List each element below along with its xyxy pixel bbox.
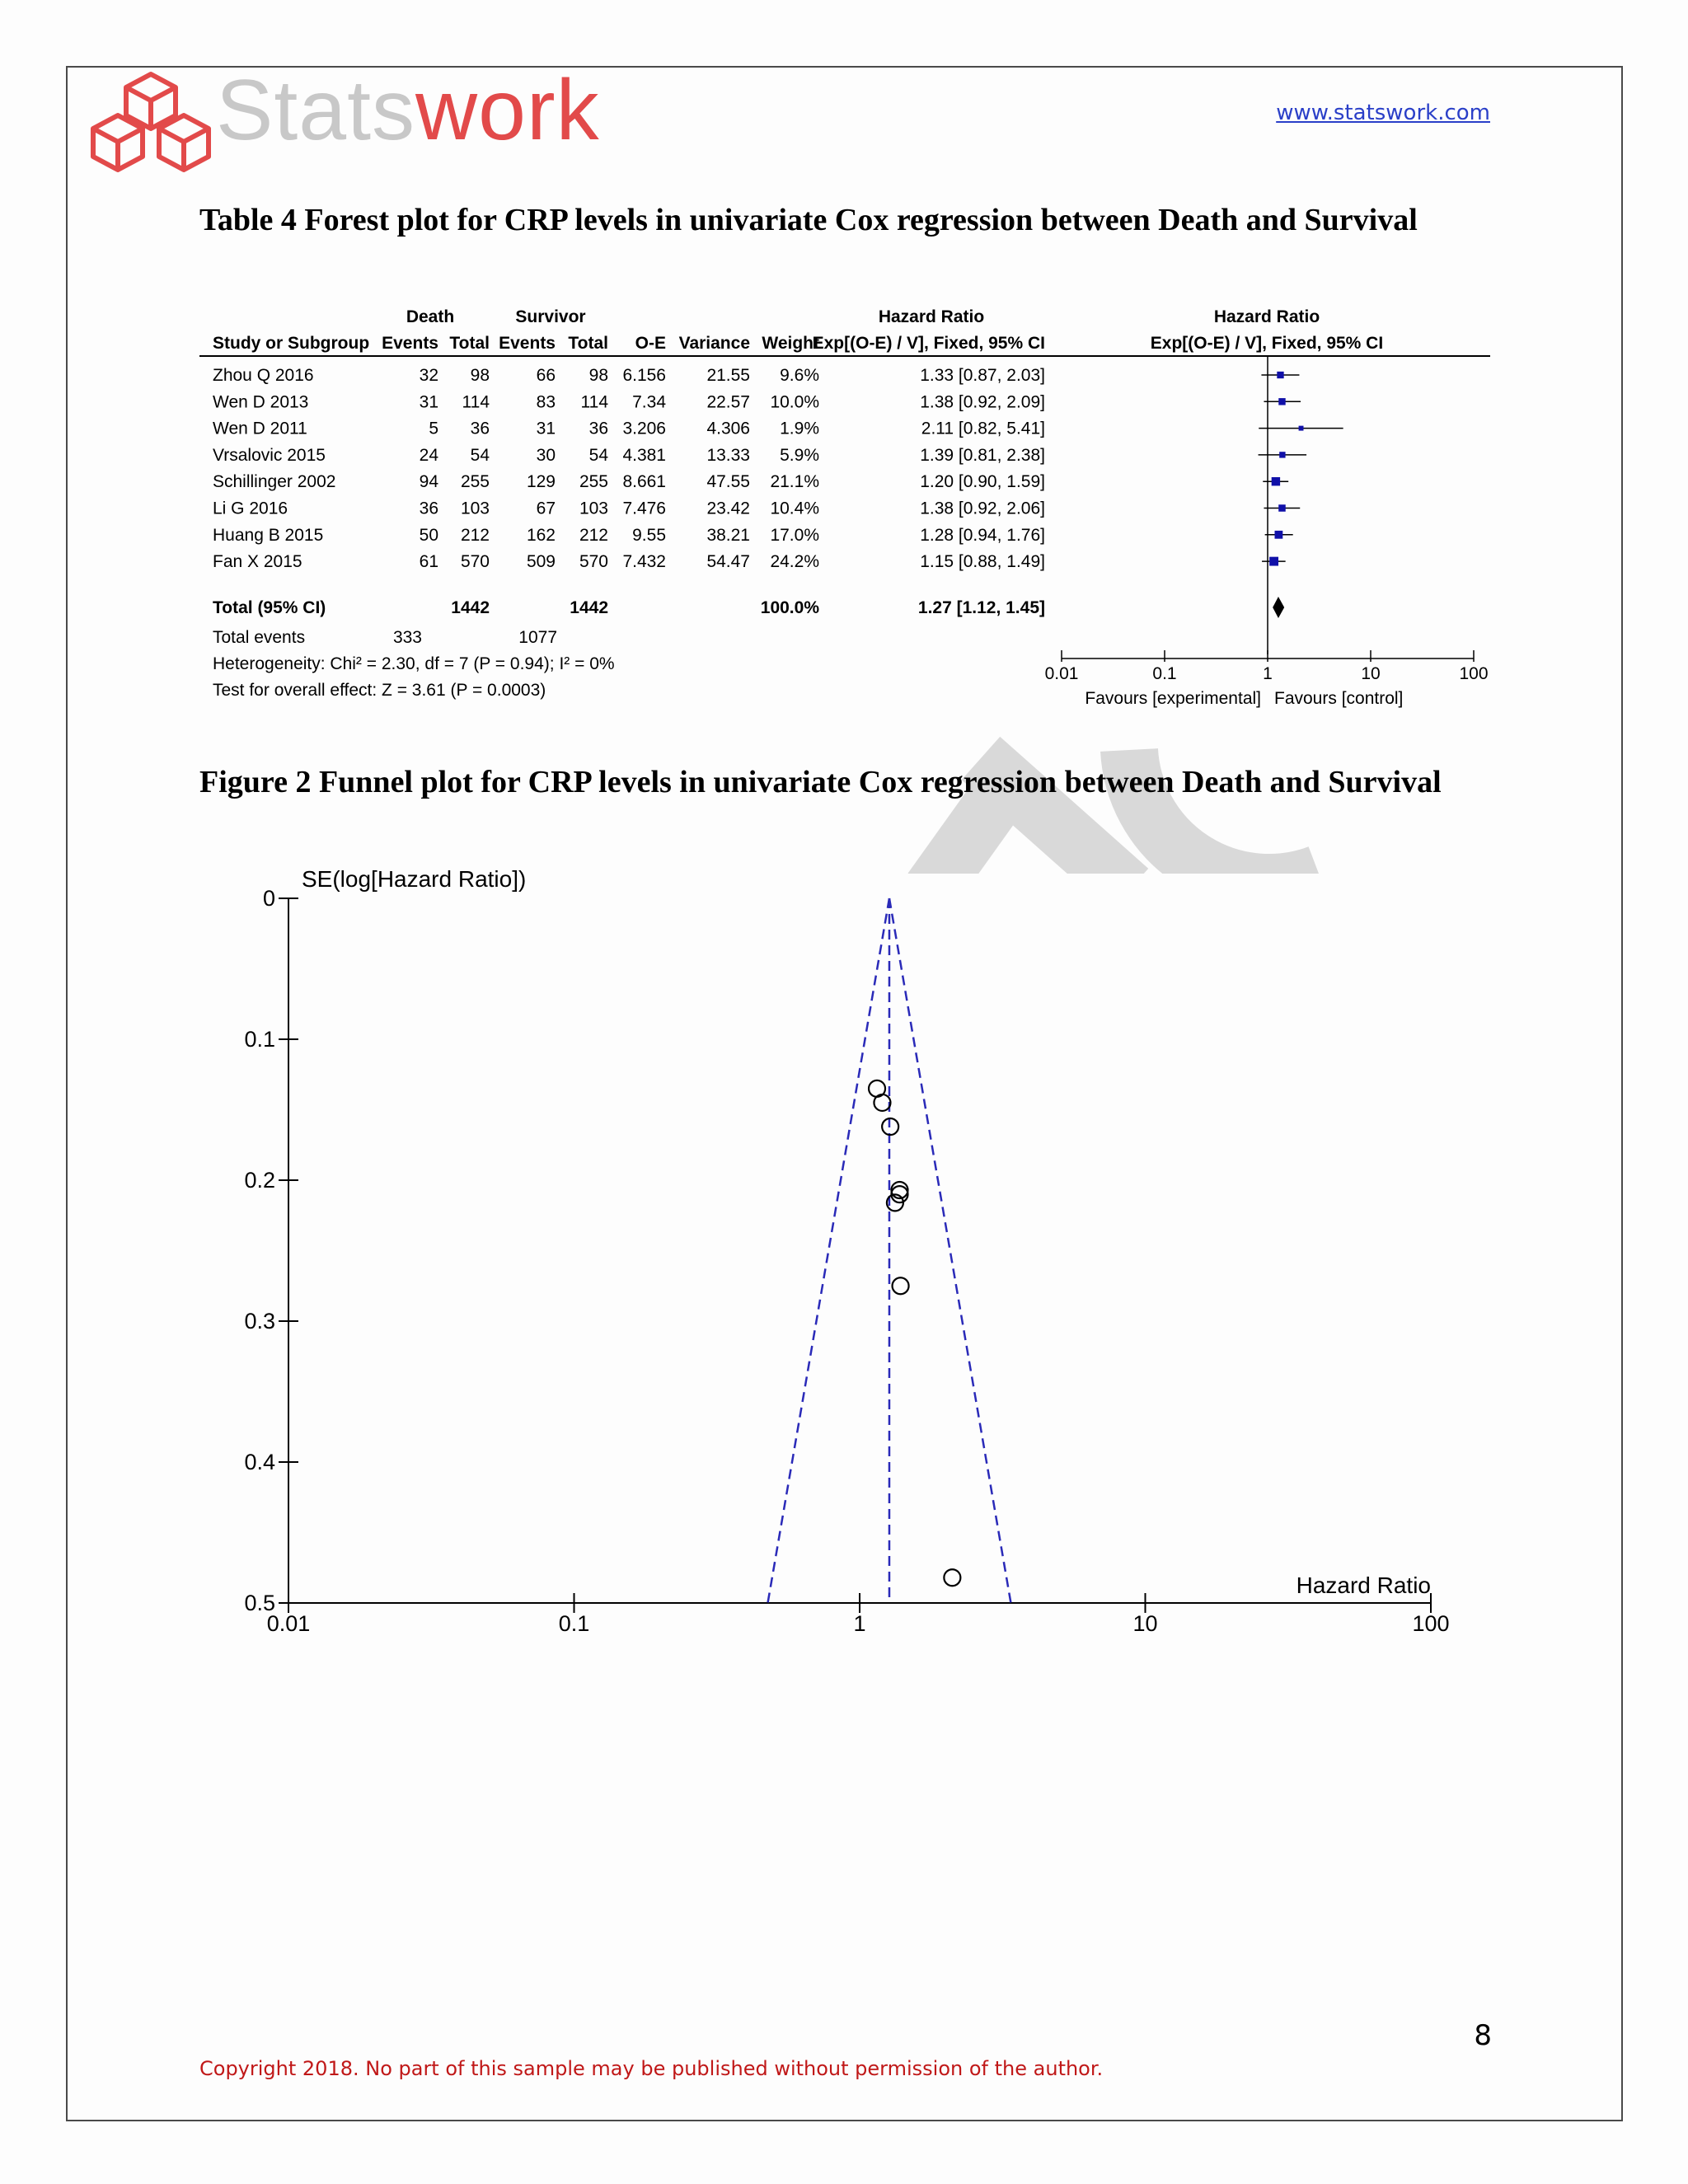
hr-plot-group-header: Hazard Ratio (1213, 307, 1320, 326)
study-name: Li G 2016 (213, 499, 288, 518)
study-weight-square (1277, 372, 1283, 378)
survivor-events-cell: 66 (536, 366, 556, 385)
table-caption: Table 4 Forest plot for CRP levels in univariate Cox regression between Death and Survival (199, 203, 1418, 237)
hr-ci-cell: 1.20 [0.90, 1.59] (920, 472, 1045, 492)
copyright-notice: Copyright 2018. No part of this sample may be published without permission of the author. (199, 2057, 1104, 2080)
column-header-death-total: Total (449, 334, 490, 353)
survivor-total-cell: 570 (579, 552, 608, 572)
study-weight-square (1278, 504, 1286, 512)
study-point (893, 1277, 909, 1294)
logo-wordmark (216, 63, 600, 158)
oe-cell: 4.381 (622, 445, 666, 465)
study-weight-square (1299, 426, 1304, 431)
heterogeneity-text: Heterogeneity: Chi² = 2.30, df = 7 (P = 0.94); I² = 0% (213, 654, 615, 673)
study-weight-square (1275, 531, 1283, 539)
survivor-total-cell: 98 (588, 366, 608, 385)
weight-cell: 1.9% (780, 419, 819, 438)
oe-cell: 8.661 (622, 472, 666, 492)
funnel-y-tick-label: 0.4 (244, 1450, 275, 1474)
study-weight-square (1272, 477, 1280, 485)
study-point (944, 1569, 960, 1586)
study-weight-square (1279, 452, 1285, 457)
forest-plot (199, 300, 1490, 720)
logo-text-work: work (415, 63, 600, 158)
survivor-group-header: Survivor (515, 307, 586, 326)
death-events-cell: 94 (419, 472, 438, 492)
death-total-cell: 212 (460, 525, 490, 545)
weight-cell: 21.1% (770, 472, 819, 492)
death-total-cell: 36 (470, 419, 490, 438)
variance-cell: 23.42 (706, 499, 750, 518)
column-header-variance: Variance (678, 334, 750, 353)
weight-cell: 10.0% (770, 392, 819, 412)
variance-cell: 22.57 (706, 392, 750, 412)
hr-ci-cell: 1.28 [0.94, 1.76] (920, 525, 1045, 545)
funnel-y-tick-label: 0 (262, 886, 275, 911)
oe-cell: 9.55 (632, 525, 666, 545)
death-total-cell: 98 (470, 366, 490, 385)
total-events-label: Total events (213, 628, 306, 647)
funnel-x-tick-label: 10 (1132, 1611, 1158, 1636)
study-name: Fan X 2015 (213, 552, 302, 572)
website-link[interactable]: www.statswork.com (1276, 101, 1490, 125)
variance-cell: 54.47 (706, 552, 750, 572)
total-events-death: 333 (392, 628, 422, 647)
forest-axis-tick-label: 0.01 (1044, 664, 1079, 683)
death-events-cell: 31 (419, 392, 438, 412)
funnel-y-tick-label: 0.3 (244, 1309, 275, 1333)
oe-cell: 7.34 (632, 392, 666, 412)
column-header-study: Study or Subgroup (213, 334, 370, 353)
funnel-x-axis-title: Hazard Ratio (1296, 1572, 1431, 1598)
funnel-x-tick-label: 0.1 (558, 1611, 590, 1636)
funnel-y-axis-title: SE(log[Hazard Ratio]) (302, 866, 527, 892)
death-group-header: Death (406, 307, 455, 326)
funnel-x-tick-label: 0.01 (266, 1611, 311, 1636)
column-header-survivor-events: Events (499, 334, 556, 353)
study-name: Huang B 2015 (213, 525, 324, 545)
study-name: Wen D 2013 (213, 392, 309, 412)
forest-axis-tick-label: 0.1 (1152, 664, 1177, 683)
total-survivor-total: 1442 (570, 598, 608, 617)
column-header-weight: Weight (762, 334, 819, 353)
variance-cell: 4.306 (706, 419, 750, 438)
hr-ci-cell: 1.39 [0.81, 2.38] (920, 445, 1045, 465)
survivor-events-cell: 509 (526, 552, 556, 572)
study-name: Schillinger 2002 (213, 472, 336, 492)
variance-cell: 13.33 (706, 445, 750, 465)
hr-group-header: Hazard Ratio (878, 307, 985, 326)
survivor-total-cell: 114 (580, 392, 608, 412)
total-death-total: 1442 (451, 598, 490, 617)
death-events-cell: 50 (419, 525, 438, 545)
death-total-cell: 114 (462, 392, 490, 412)
survivor-events-cell: 162 (526, 525, 556, 545)
study-weight-square (1278, 398, 1285, 405)
survivor-events-cell: 30 (536, 445, 556, 465)
study-point (874, 1094, 890, 1111)
death-events-cell: 24 (419, 445, 438, 465)
death-events-cell: 5 (429, 419, 438, 438)
variance-cell: 38.21 (706, 525, 750, 545)
death-events-cell: 36 (419, 499, 438, 518)
survivor-events-cell: 83 (536, 392, 556, 412)
funnel-left-limit (767, 898, 889, 1603)
forest-axis-tick-label: 1 (1263, 664, 1273, 683)
logo-text-stats: Stats (216, 63, 415, 158)
hr-ci-cell: 1.15 [0.88, 1.49] (920, 552, 1045, 572)
overall-effect-text: Test for overall effect: Z = 3.61 (P = 0.0003) (213, 681, 546, 700)
column-header-survivor-total: Total (568, 334, 608, 353)
survivor-events-cell: 129 (526, 472, 556, 492)
favours-experimental-label: Favours [experimental] (1085, 689, 1261, 708)
survivor-total-cell: 36 (588, 419, 608, 438)
weight-cell: 10.4% (770, 499, 819, 518)
total-weight: 100.0% (760, 598, 819, 617)
forest-axis-tick-label: 100 (1459, 664, 1489, 683)
death-total-cell: 570 (460, 552, 490, 572)
weight-cell: 17.0% (770, 525, 819, 545)
study-weight-square (1269, 557, 1278, 566)
page-number: 8 (1474, 2019, 1492, 2052)
hr-ci-cell: 1.38 [0.92, 2.06] (920, 499, 1045, 518)
forest-axis-tick-label: 10 (1361, 664, 1381, 683)
funnel-right-limit (889, 898, 1010, 1603)
oe-cell: 3.206 (622, 419, 666, 438)
weight-cell: 9.6% (780, 366, 819, 385)
death-events-cell: 61 (419, 552, 438, 572)
total-hr-ci: 1.27 [1.12, 1.45] (917, 598, 1045, 617)
favours-control-label: Favours [control] (1274, 689, 1404, 708)
variance-cell: 21.55 (706, 366, 750, 385)
death-total-cell: 255 (460, 472, 490, 492)
study-name: Wen D 2011 (213, 419, 307, 438)
funnel-y-tick-label: 0.1 (244, 1027, 275, 1052)
death-events-cell: 32 (419, 366, 438, 385)
variance-cell: 47.55 (706, 472, 750, 492)
figure-caption: Figure 2 Funnel plot for CRP levels in univariate Cox regression between Death and Survival (199, 765, 1442, 799)
column-header-death-events: Events (382, 334, 438, 353)
total-events-survivor: 1077 (518, 628, 557, 647)
survivor-total-cell: 54 (588, 445, 608, 465)
pooled-estimate-diamond (1273, 597, 1284, 618)
funnel-x-tick-label: 100 (1412, 1611, 1450, 1636)
column-header-hr-plot: Exp[(O-E) / V], Fixed, 95% CI (1150, 334, 1384, 353)
weight-cell: 24.2% (770, 552, 819, 572)
funnel-plot (231, 857, 1484, 1657)
study-name: Zhou Q 2016 (213, 366, 314, 385)
funnel-y-tick-label: 0.2 (244, 1168, 275, 1193)
hr-ci-cell: 2.11 [0.82, 5.41] (921, 419, 1045, 438)
survivor-events-cell: 31 (536, 419, 556, 438)
funnel-y-tick-label: 0.5 (244, 1591, 275, 1615)
survivor-total-cell: 255 (579, 472, 608, 492)
oe-cell: 6.156 (622, 366, 666, 385)
survivor-total-cell: 212 (579, 525, 608, 545)
total-label: Total (95% CI) (213, 598, 326, 617)
column-header-oe: O-E (635, 334, 666, 353)
weight-cell: 5.9% (780, 445, 819, 465)
survivor-events-cell: 67 (536, 499, 556, 518)
column-header-hr: Exp[(O-E) / V], Fixed, 95% CI (812, 334, 1045, 353)
study-name: Vrsalovic 2015 (213, 445, 326, 465)
hr-ci-cell: 1.38 [0.92, 2.09] (920, 392, 1045, 412)
oe-cell: 7.432 (622, 552, 666, 572)
death-total-cell: 54 (470, 445, 490, 465)
funnel-x-tick-label: 1 (853, 1611, 866, 1636)
death-total-cell: 103 (460, 499, 490, 518)
hr-ci-cell: 1.33 [0.87, 2.03] (920, 366, 1045, 385)
survivor-total-cell: 103 (579, 499, 608, 518)
oe-cell: 7.476 (622, 499, 666, 518)
